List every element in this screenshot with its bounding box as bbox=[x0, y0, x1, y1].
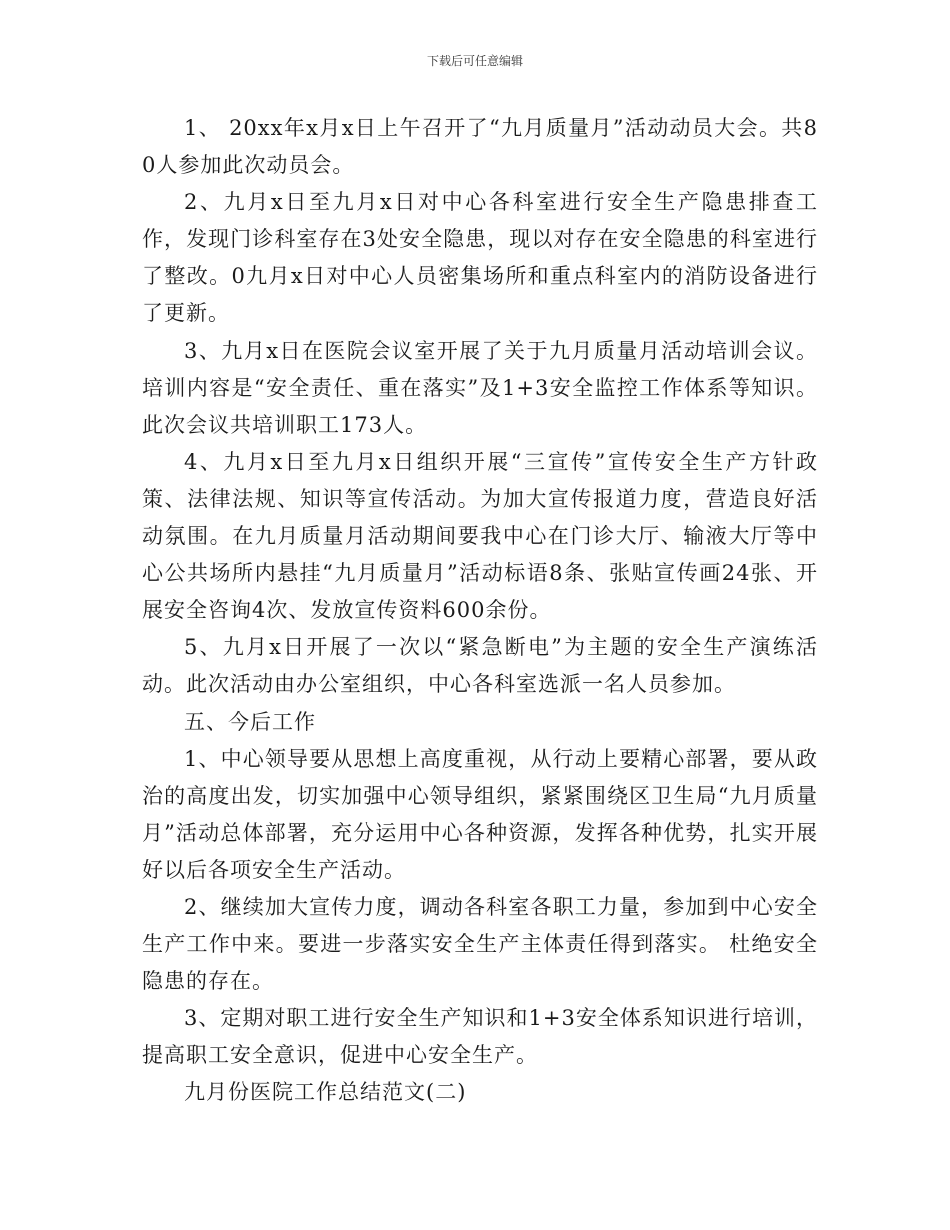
document-body bbox=[142, 110, 818, 1112]
paragraph-activity-1: 1、 20xx年x月x日上午召开了“九月质量月”活动动员大会。共80人参加此次动员会。 bbox=[142, 116, 818, 178]
paragraph-future-1: 1、中心领导要从思想上高度重视，从行动上要精心部署，要从政治的高度出发，切实加强中心领导组织，紧紧围绕区卫生局“九月质量月”活动总体部署，充分运用中心各种资源，发挥各种优势，扎实开展好以后各项安全生产活动。 bbox=[142, 746, 818, 882]
paragraph-future-3: 3、定期对职工进行安全生产知识和1+3安全体系知识进行培训，提高职工安全意识，促进中心安全生产。 bbox=[142, 1006, 818, 1068]
paragraph-activity-3: 3、九月x日在医院会议室开展了关于九月质量月活动培训会议。培训内容是“安全责任、重在落实”及1+3安全监控工作体系等知识。此次会议共培训职工173人。 bbox=[142, 338, 818, 437]
paragraph-activity-4: 4、九月x日至九月x日组织开展“三宣传”宣传安全生产方针政策、法律法规、知识等宣传活动。为加大宣传报道力度，营造良好活动氛围。在九月质量月活动期间要我中心在门诊大厅、输液大厅等中心公共场所内悬挂“九月质量月”活动标语8条、张贴宣传画24张、开展安全咨询4次、发放宣传资料600余份。 bbox=[142, 449, 818, 623]
section-heading-future-work: 五、今后工作 bbox=[184, 709, 316, 734]
paragraph-activity-5: 5、九月x日开展了一次以“紧急断电”为主题的安全生产演练活动。此次活动由办公室组织，中心各科室选派一名人员参加。 bbox=[142, 635, 818, 697]
page-header-note: 下载后可任意编辑 bbox=[426, 54, 523, 68]
paragraph-future-2: 2、继续加大宣传力度，调动各科室各职工力量，参加到中心安全生产工作中来。要进一步落实安全生产主体责任得到落实。 杜绝安全隐患的存在。 bbox=[142, 894, 818, 994]
document-subtitle: 九月份医院工作总结范文(二) bbox=[184, 1080, 467, 1105]
paragraph-activity-2: 2、九月x日至九月x日对中心各科室进行安全生产隐患排查工作，发现门诊科室存在3处安全隐患，现以对存在安全隐患的科室进行了整改。0九月x日对中心人员密集场所和重点科室内的消防设备进行了更新。 bbox=[142, 190, 818, 326]
